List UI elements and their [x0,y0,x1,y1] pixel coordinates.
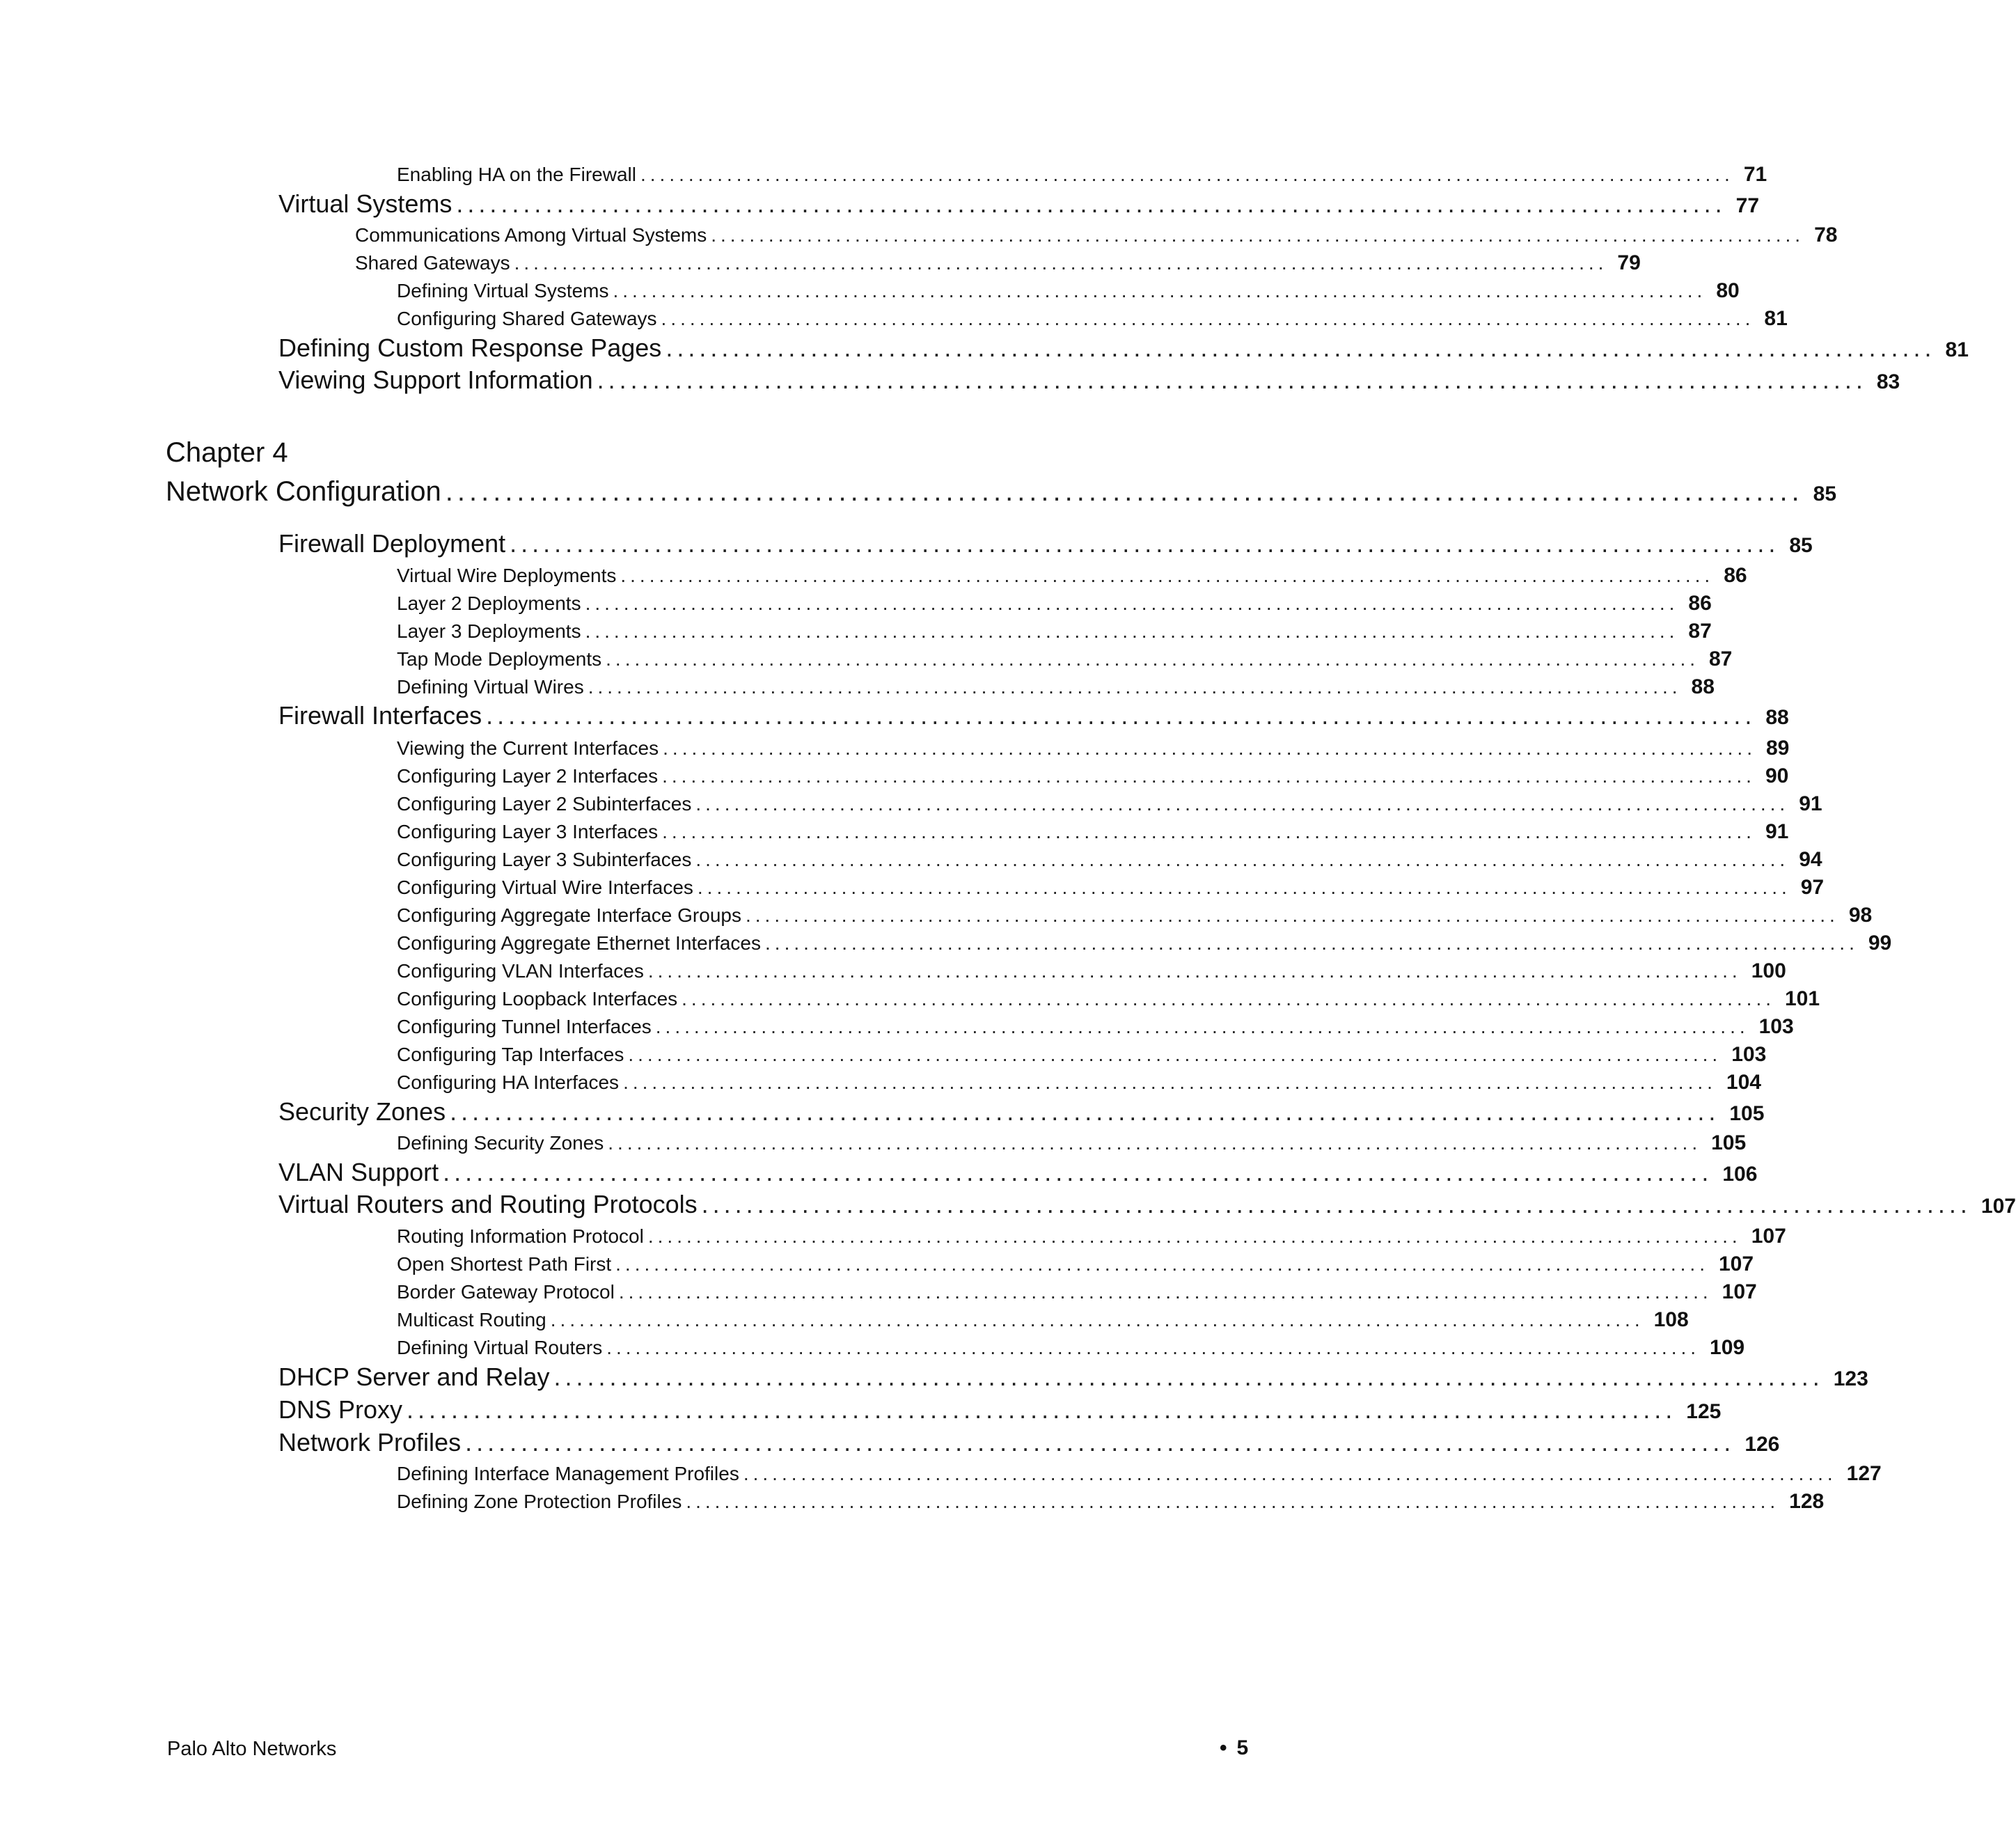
toc-entry[interactable] [355,223,1838,247]
toc-entry-title: Layer 2 Deployments [397,592,581,614]
toc-leader: .................................................................................................................. [553,1363,1824,1391]
toc-entry-title: Virtual Wire Deployments [397,565,617,586]
toc-leader: .................................................................................................................. [606,1337,1701,1358]
toc-leader: .................................................................................................................. [588,676,1682,698]
toc-entry[interactable] [278,701,1789,730]
toc-entry-title: Layer 3 Deployments [397,620,581,642]
toc-entry-page: 128 [1789,1490,1825,1513]
toc-leader: .................................................................................................................. [443,1158,1713,1186]
toc-entry-title: Network Profiles [278,1428,462,1457]
toc-leader: .................................................................................................................. [608,1132,1702,1154]
chapter-label: Chapter 4 [166,437,288,468]
toc-leader: .................................................................................................................. [697,877,1791,898]
toc-leader: .................................................................................................................. [666,333,1936,362]
toc-entry-page: 91 [1765,820,1789,843]
footer-bullet: • [1220,1736,1227,1759]
toc-entry[interactable] [397,620,1712,643]
toc-entry[interactable] [278,1428,1780,1457]
toc-entry-page: 90 [1765,764,1789,787]
toc-entry-title: Defining Zone Protection Profiles [397,1491,682,1512]
toc-entry-title: Firewall Deployment [278,529,506,558]
toc-entry-page: 80 [1716,279,1740,302]
toc-leader: .................................................................................................................. [618,1281,1712,1303]
toc-entry[interactable] [397,279,1740,303]
toc-entry[interactable] [397,1071,1761,1094]
toc-entry-page: 108 [1653,1308,1689,1331]
toc-entry-title: Defining Interface Management Profiles [397,1463,739,1484]
toc-entry-title: Defining Custom Response Pages [278,333,662,362]
toc-entry-page: 100 [1751,959,1786,982]
toc-leader: .................................................................................................................. [695,793,1790,815]
toc-leader: .................................................................................................................. [623,1071,1717,1093]
toc-entry-title: Configuring Layer 2 Interfaces [397,765,659,787]
toc-entry[interactable] [397,1253,1754,1276]
toc-entry[interactable] [278,1395,1722,1424]
toc-leader: .................................................................................................................. [585,620,1679,642]
toc-entry-title: Firewall Interfaces [278,701,482,730]
toc-entry-page: 81 [1764,307,1788,330]
toc-entry[interactable] [397,1225,1786,1248]
toc-entry-title: Configuring Layer 3 Subinterfaces [397,849,692,870]
toc-leader: .................................................................................................................. [647,1225,1742,1247]
toc-leader: .................................................................................................................. [711,224,1805,246]
toc-entry-title: Shared Gateways [355,252,510,274]
toc-entry-page: 126 [1745,1433,1780,1456]
toc-entry[interactable] [397,564,1747,588]
toc-entry[interactable] [278,1097,1765,1126]
chapter-page: 85 [1813,482,1837,505]
toc-entry[interactable] [397,1015,1794,1039]
toc-entry-page: 78 [1814,223,1838,246]
toc-entry[interactable] [397,876,1825,900]
toc-leader: .................................................................................................................. [606,648,1699,670]
toc-entry-title: Configuring Tap Interfaces [397,1044,624,1065]
toc-entry-title: Configuring Virtual Wire Interfaces [397,877,693,898]
toc-entry[interactable] [397,820,1789,844]
toc-entry[interactable] [397,1336,1745,1360]
toc-leader: .................................................................................................................. [686,1491,1780,1512]
toc-leader: .................................................................................................................. [640,164,1734,185]
toc-entry-page: 104 [1726,1071,1761,1094]
toc-entry-page: 125 [1686,1400,1722,1423]
toc-entry-title: Configuring VLAN Interfaces [397,960,644,982]
toc-entry-title: Configuring Layer 3 Interfaces [397,821,659,842]
toc-entry-title: Configuring Loopback Interfaces [397,988,678,1010]
toc-entry-title: Open Shortest Path First [397,1253,612,1275]
toc-entry-title: DHCP Server and Relay [278,1363,550,1391]
toc-leader: .................................................................................................................. [613,280,1707,301]
toc-entry-title: Routing Information Protocol [397,1225,644,1247]
toc-entry-title: Defining Virtual Routers [397,1337,603,1358]
toc-entry-title: Viewing the Current Interfaces [397,737,659,759]
toc-entry[interactable] [397,163,1767,187]
toc-entry[interactable] [278,529,1813,558]
toc-entry[interactable] [397,1308,1689,1332]
toc-entry-page: 99 [1868,932,1892,955]
toc-leader: .................................................................................................................. [695,849,1790,870]
toc-leader: .................................................................................................................. [514,252,1608,274]
toc-leader: .................................................................................................................. [662,765,1756,787]
toc-entry[interactable] [397,959,1786,983]
toc-entry-title: Multicast Routing [397,1309,546,1330]
toc-entry[interactable] [397,792,1822,816]
toc-entry[interactable] [278,1158,1758,1187]
toc-leader: .................................................................................................................. [550,1309,1644,1330]
toc-entry-page: 105 [1729,1102,1765,1125]
toc-leader: .................................................................................................................. [628,1044,1722,1065]
toc-entry-page: 107 [1718,1253,1754,1275]
toc-leader: .................................................................................................................. [486,701,1756,730]
toc-leader: .................................................................................................................. [647,960,1742,982]
toc-leader: .................................................................................................................. [510,529,1780,558]
toc-entry-page: 87 [1709,647,1733,670]
toc-entry-title: Viewing Support Information [278,366,593,394]
toc-entry-title: Border Gateway Protocol [397,1281,615,1303]
toc-entry-page: 103 [1758,1015,1794,1038]
toc-leader: .................................................................................................................. [663,737,1756,759]
toc-leader: .................................................................................................................. [701,1190,1971,1218]
toc-leader: .................................................................................................................. [456,189,1726,218]
toc-entry-page: 94 [1799,848,1822,871]
toc-leader: .................................................................................................................. [745,904,1839,926]
toc-entry-title: Security Zones [278,1097,446,1126]
toc-entry[interactable] [278,189,1760,219]
toc-leader: .................................................................................................................. [743,1463,1837,1484]
toc-leader: .................................................................................................................. [407,1395,1677,1424]
toc-leader: .................................................................................................................. [655,1016,1749,1037]
toc-entry-page: 127 [1846,1462,1882,1485]
toc-leader: .................................................................................................................. [765,932,1859,954]
toc-entry-title: DNS Proxy [278,1395,403,1424]
chapter-title: Network Configuration [166,476,441,507]
chapter-title-entry[interactable] [166,476,1837,508]
toc-entry[interactable] [355,251,1641,275]
toc-entry-title: VLAN Support [278,1158,439,1186]
toc-entry-page: 91 [1799,792,1822,815]
toc-entry-title: Defining Virtual Wires [397,676,584,698]
toc-entry-page: 81 [1945,338,1969,361]
toc-entry-page: 85 [1789,534,1813,557]
toc-entry-page: 87 [1688,620,1712,643]
toc-entry-title: Configuring Shared Gateways [397,308,657,329]
toc-leader: .................................................................................................................. [620,565,1715,586]
toc-entry[interactable] [278,1190,2016,1219]
toc-entry-page: 89 [1765,737,1790,760]
toc-entry[interactable] [397,592,1712,615]
toc-entry[interactable] [397,647,1733,671]
toc-entry-page: 105 [1711,1131,1747,1154]
toc-entry-title: Virtual Systems [278,189,452,218]
toc-entry[interactable] [397,764,1789,788]
toc-entry-page: 109 [1710,1336,1745,1359]
toc-entry-title: Configuring Layer 2 Subinterfaces [397,793,692,815]
toc-entry[interactable] [397,307,1788,331]
toc-leader: .................................................................................................................. [682,988,1775,1010]
toc-leader: .................................................................................................................. [615,1253,1709,1275]
toc-entry[interactable] [278,1363,1868,1392]
toc-entry-page: 107 [1751,1225,1786,1248]
toc-entry-page: 101 [1785,987,1820,1010]
footer-page-number-group [1220,1736,1248,1760]
toc-entry-page: 71 [1743,163,1767,186]
footer-publisher: Palo Alto Networks [167,1738,337,1760]
toc-entry-page: 83 [1876,370,1900,393]
toc-entry[interactable] [397,1131,1747,1155]
toc-entry-title: Configuring Aggregate Ethernet Interfaces [397,932,762,954]
toc-entry[interactable] [397,1490,1825,1514]
toc-entry[interactable] [278,333,1969,363]
toc-entry-title: Defining Virtual Systems [397,280,609,301]
toc-entry-page: 79 [1617,251,1641,274]
toc-entry-page: 88 [1765,706,1789,729]
toc-entry[interactable] [397,1043,1767,1067]
toc-entry-page: 77 [1735,194,1760,217]
toc-leader: .................................................................................................................. [597,366,1867,394]
toc-entry-title: Configuring Aggregate Interface Groups [397,904,741,926]
toc-leader: .................................................................................................................. [445,476,1804,507]
footer-page-number: 5 [1236,1736,1249,1759]
toc-entry[interactable] [397,675,1715,699]
toc-entry-title: Defining Security Zones [397,1132,604,1154]
toc-leader: .................................................................................................................. [450,1097,1720,1126]
toc-entry[interactable] [397,848,1822,872]
toc-entry-page: 103 [1731,1043,1767,1066]
toc-entry[interactable] [397,1280,1757,1304]
toc-entry-page: 106 [1722,1163,1758,1186]
toc-leader: .................................................................................................................. [661,308,1755,329]
toc-leader: .................................................................................................................. [465,1428,1735,1457]
toc-entry-title: Configuring Tunnel Interfaces [397,1016,652,1037]
toc-entry-title: Configuring HA Interfaces [397,1071,620,1093]
toc-entry-page: 107 [1722,1280,1757,1303]
toc-entry-title: Virtual Routers and Routing Protocols [278,1190,698,1218]
toc-entry[interactable] [397,737,1790,760]
toc-entry-page: 98 [1848,904,1873,927]
toc-leader: .................................................................................................................. [662,821,1756,842]
toc-entry-page: 86 [1688,592,1712,615]
toc-entry-page: 97 [1800,876,1825,899]
toc-entry[interactable] [397,904,1873,927]
toc-entry[interactable] [397,932,1892,955]
toc-entry[interactable] [397,1462,1882,1486]
toc-entry[interactable] [397,987,1820,1011]
toc-entry[interactable] [278,366,1900,395]
toc-entry-page: 123 [1833,1367,1868,1390]
toc-entry-page: 107 [1980,1195,2016,1218]
toc-entry-page: 86 [1724,564,1747,587]
toc-entry-page: 88 [1691,675,1715,698]
toc-entry-title: Enabling HA on the Firewall [397,164,636,185]
toc-leader: .................................................................................................................. [585,592,1679,614]
toc-entry-title: Tap Mode Deployments [397,648,602,670]
toc-entry-title: Communications Among Virtual Systems [355,224,707,246]
